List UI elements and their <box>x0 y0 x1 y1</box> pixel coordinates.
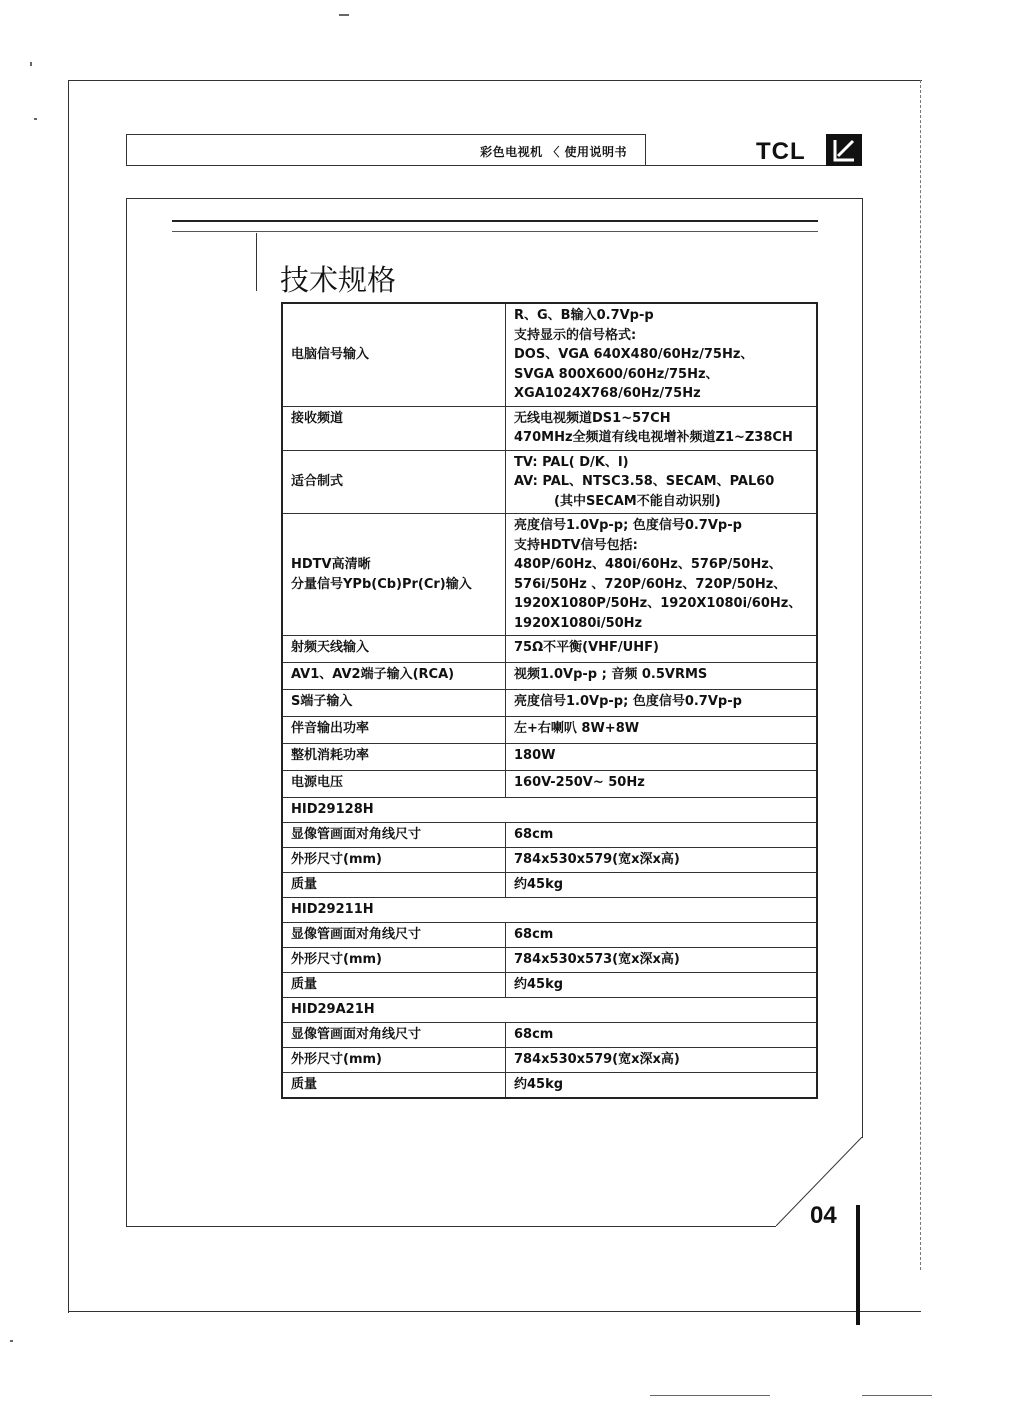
section-title: 技术规格 <box>280 263 397 297</box>
model-spec-row <box>282 873 817 898</box>
model-spec-row <box>282 948 817 973</box>
model-spec-label: 外形尺寸(mm) <box>282 848 506 873</box>
page-number: 04 <box>810 1202 837 1229</box>
model-header-row <box>282 798 817 823</box>
spec-row <box>282 744 817 771</box>
spec-label: 接收频道 <box>282 406 506 450</box>
model-spec-label: 外形尺寸(mm) <box>282 948 506 973</box>
spec-row <box>282 636 817 663</box>
model-name: HID29128H <box>282 798 817 823</box>
spec-label: 伴音输出功率 <box>282 717 506 744</box>
spec-value <box>506 717 818 744</box>
model-spec-row <box>282 823 817 848</box>
tcl-logo-icon <box>826 134 862 166</box>
spec-value <box>506 744 818 771</box>
title-rule-thin <box>172 231 818 232</box>
model-spec-row <box>282 923 817 948</box>
spec-value <box>506 303 818 406</box>
scan-speck <box>862 1395 932 1396</box>
model-spec-row <box>282 848 817 873</box>
model-spec-value: 约45kg <box>506 1073 818 1099</box>
spec-value-line: 1920X1080P/50Hz、1920X1080i/60Hz、 <box>514 596 802 611</box>
model-spec-value: 784x530x579(宽x深x高) <box>506 1048 818 1073</box>
scan-speck <box>30 62 32 66</box>
model-spec-row <box>282 973 817 998</box>
model-spec-value: 约45kg <box>506 873 818 898</box>
spec-value-line: 左+右喇叭 8W+8W <box>514 721 640 736</box>
model-spec-value: 68cm <box>506 1023 818 1048</box>
scan-speck <box>10 1340 13 1342</box>
spec-label: 整机消耗功率 <box>282 744 506 771</box>
model-spec-row <box>282 1023 817 1048</box>
spec-value-line: 160V-250V~ 50Hz <box>514 775 645 790</box>
spec-row <box>282 303 817 406</box>
spec-row <box>282 663 817 690</box>
spec-value <box>506 450 818 514</box>
spec-value-line: 支持显示的信号格式: <box>514 327 637 343</box>
scan-speck <box>650 1395 770 1396</box>
scan-speck <box>34 118 37 120</box>
model-header-row <box>282 998 817 1023</box>
spec-row <box>282 514 817 636</box>
spec-value-line: 视频1.0Vp-p ; 音频 0.5VRMS <box>514 667 708 682</box>
spec-value-line: 1920X1080i/50Hz <box>514 615 643 631</box>
spec-value-line: 亮度信号1.0Vp-p; 色度信号0.7Vp-p <box>514 518 742 533</box>
spec-value <box>506 663 818 690</box>
model-spec-value: 784x530x573(宽x深x高) <box>506 948 818 973</box>
spec-label: 电源电压 <box>282 771 506 798</box>
outer-frame-bottom-edge <box>68 1311 921 1312</box>
spec-value-line: 576i/50Hz 、720P/60Hz、720P/50Hz、 <box>514 576 787 592</box>
model-spec-label: 外形尺寸(mm) <box>282 1048 506 1073</box>
model-spec-label: 质量 <box>282 1073 506 1099</box>
spec-value-line: AV: PAL、NTSC3.58、SECAM、PAL60 <box>514 474 775 489</box>
spec-value-line: 480P/60Hz、480i/60Hz、576P/50Hz、 <box>514 557 782 572</box>
scan-speck <box>339 14 349 16</box>
header-title: 彩色电视机 〈 使用说明书 <box>480 145 627 159</box>
spec-value-line: 470MHz全频道有线电视增补频道Z1~Z38CH <box>514 430 793 445</box>
spec-value-line: 180W <box>514 748 556 763</box>
model-header-row <box>282 898 817 923</box>
spec-value-line: XGA1024X768/60Hz/75Hz <box>514 386 701 401</box>
spec-value <box>506 771 818 798</box>
spec-row <box>282 771 817 798</box>
spec-row <box>282 406 817 450</box>
spec-value <box>506 636 818 663</box>
model-spec-label: 质量 <box>282 973 506 998</box>
spec-value-line: SVGA 800X600/60Hz/75Hz、 <box>514 366 719 382</box>
spec-label: 电脑信号输入 <box>282 303 506 406</box>
tcl-logo-text: TCL <box>756 138 806 165</box>
model-name: HID29211H <box>282 898 817 923</box>
spec-value <box>506 514 818 636</box>
spec-row <box>282 450 817 514</box>
spec-value-line: TV: PAL( D/K、I) <box>514 454 629 470</box>
spec-label: HDTV高清晰 分量信号YPb(Cb)Pr(Cr)输入 <box>282 514 506 636</box>
spec-value-line: 无线电视频道DS1~57CH <box>514 410 671 426</box>
spec-value-line: R、G、B输入0.7Vp-p <box>514 308 654 323</box>
model-spec-row <box>282 1048 817 1073</box>
spec-value <box>506 406 818 450</box>
content-frame-bottom-edge <box>126 1226 776 1227</box>
spec-label: 射频天线输入 <box>282 636 506 663</box>
model-spec-label: 显像管画面对角线尺寸 <box>282 923 506 948</box>
model-spec-value: 68cm <box>506 923 818 948</box>
content-frame-right-edge <box>862 198 863 1138</box>
page-number-bar <box>856 1205 860 1325</box>
spec-label: S端子输入 <box>282 690 506 717</box>
title-side-rule <box>256 233 257 291</box>
running-header <box>126 134 646 166</box>
model-spec-label: 显像管画面对角线尺寸 <box>282 1023 506 1048</box>
spec-label: 适合制式 <box>282 450 506 514</box>
title-rule-thick <box>172 220 818 222</box>
outer-frame-right-edge <box>920 80 921 1270</box>
spec-value-line: 75Ω不平衡(VHF/UHF) <box>514 640 659 655</box>
model-spec-label: 质量 <box>282 873 506 898</box>
model-spec-row <box>282 1073 817 1099</box>
model-spec-value: 68cm <box>506 823 818 848</box>
spec-value-line: (其中SECAM不能自动识别) <box>554 493 721 509</box>
model-spec-value: 784x530x579(宽x深x高) <box>506 848 818 873</box>
spec-row <box>282 690 817 717</box>
model-spec-value: 约45kg <box>506 973 818 998</box>
spec-label: AV1、AV2端子输入(RCA) <box>282 663 506 690</box>
model-spec-label: 显像管画面对角线尺寸 <box>282 823 506 848</box>
spec-row <box>282 717 817 744</box>
spec-value-line: DOS、VGA 640X480/60Hz/75Hz、 <box>514 347 754 362</box>
model-name: HID29A21H <box>282 998 817 1023</box>
spec-value <box>506 690 818 717</box>
spec-value-line: 支持HDTV信号包括: <box>514 537 638 553</box>
spec-table <box>281 302 818 1099</box>
spec-value-line: 亮度信号1.0Vp-p; 色度信号0.7Vp-p <box>514 694 742 709</box>
